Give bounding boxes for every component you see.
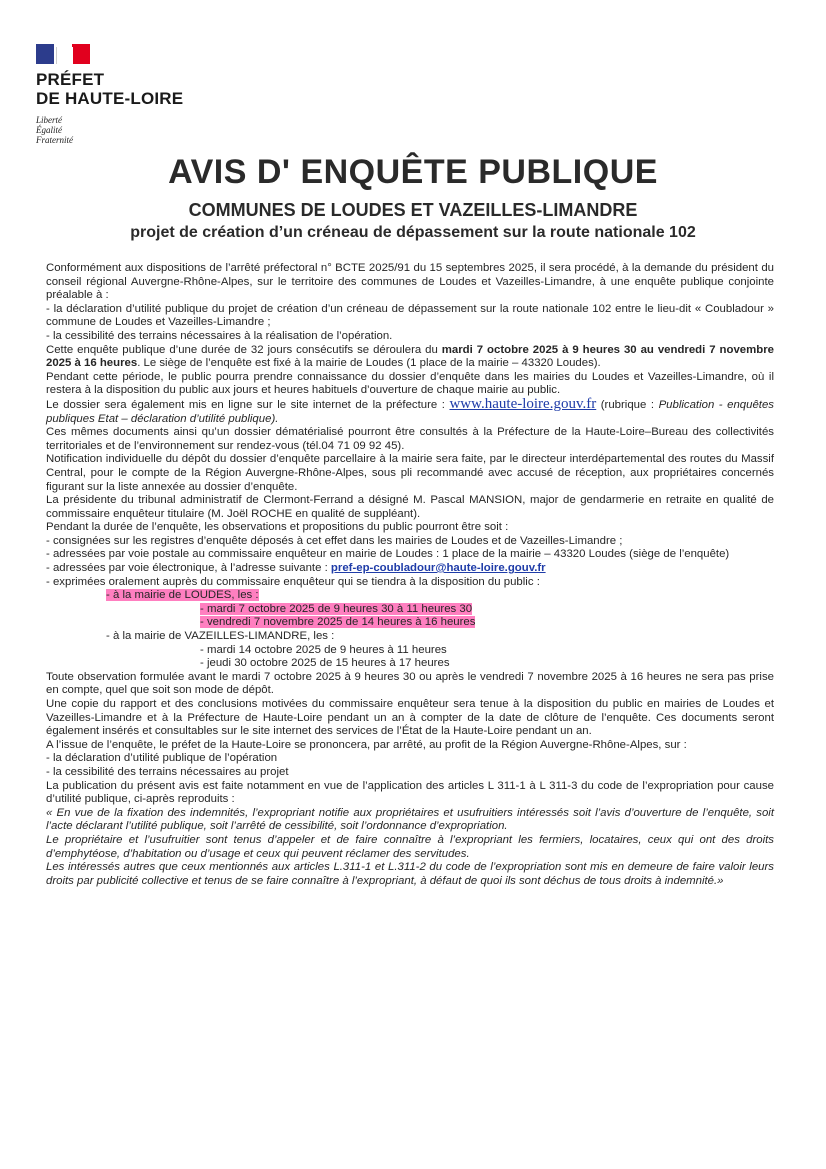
paragraph-publication: La publication du présent avis est faite notamment en vue de l’application des articles L 311-1 à L 311-3 du code de l’expropriation pour cause d’utilité publique, ci-après reproduits : <box>46 779 774 806</box>
list-item: - exprimées oralement auprès du commissaire enquêteur qui se tiendra à la disposition du public : <box>46 575 540 588</box>
vazeilles-permanence-1: - mardi 14 octobre 2025 de 9 heures à 11 heures <box>200 643 447 656</box>
quote-paragraph: Les intéressés autres que ceux mentionnés aux articles L.311-1 et L.311-2 du code de l’expropriation sont mis en demeure de faire valoir leurs droits par publicité collective et tenus de se faire connaître à l’expropriant, à défaut de quoi ils sont déchus de tous droits à indemnité.» <box>46 861 774 887</box>
page-title: AVIS D' ENQUÊTE PUBLIQUE <box>168 153 658 191</box>
list-item: - la déclaration d’utilité publique de l’opération <box>46 752 278 765</box>
paragraph-issue: A l’issue de l’enquête, le préfet de la Haute-Loire se prononcera, par arrêté, au profit de la Région Auvergne-Rhône-Alpes, sur : <box>46 738 687 751</box>
loudes-permanence-2: - vendredi 7 novembre 2025 de 14 heures à 16 heures <box>200 616 476 629</box>
devise: Liberté Égalité Fraternité <box>36 115 73 145</box>
list-item: - la cessibilité des terrains nécessaires à la réalisation de l’opération. <box>46 329 393 342</box>
title-block <box>0 152 826 244</box>
prefecture-logo <box>36 44 183 145</box>
marianne-flag-icon <box>36 44 90 64</box>
list-item: - consignées sur les registres d’enquête déposés à cet effet dans les mairies de Loudes et de Vazeilles-Limandre ; <box>46 534 623 547</box>
paragraph-rapport: Une copie du rapport et des conclusions motivées du commissaire enquêteur sera tenue à la disposition du public en mairies de Loudes et Vazeilles-Limandre et à la Préfecture de Haute-Loire pendant un an à compter de la date de clôture de l’enquête. Ces documents seront également insérés et consultables sur le site internet des services de l’État de la Haute-Loire pendant un an. <box>46 698 774 738</box>
quote-paragraph: Le propriétaire et l’usufruitier sont tenus d’appeler et de faire connaître à l’expropriant les fermiers, locataires, ceux qui ont des droits d’emphytéose, d’habitation ou d’usage et ceux qui peuvent réclamer des servitudes. <box>46 833 774 860</box>
vazeilles-permanence-2: - jeudi 30 octobre 2025 de 15 heures à 17 heures <box>200 657 450 670</box>
email-link[interactable]: pref-ep-coubladour@haute-loire.gouv.fr <box>330 562 546 575</box>
quote-paragraph: « En vue de la fixation des indemnités, l’expropriant notifie aux propriétaires et usufruitiers intéressés soit l’avis d’ouverture de l’enquête, soit l’acte déclarant l’utilité publique, soit l’arrêté de cessibilité, soit l’ordonnance d’expropriation. <box>46 806 774 833</box>
paragraph-consultation: Pendant cette période, le public pourra prendre connaissance du dossier d’enquête dans les mairies du Loudes et Vazeilles-Limandre, où il restera à la disposition du public aux jours et heures habituels d’ouverture de chaque mairie au public. <box>46 370 774 397</box>
list-item: - adressées par voie postale au commissaire enquêteur en mairie de Loudes : 1 place de la mairie – 43320 Loudes (siège de l’enquête) <box>46 548 730 561</box>
list-item: - la cessibilité des terrains nécessaires au projet <box>46 765 289 778</box>
prefet-title: PRÉFET DE HAUTE-LOIRE <box>36 70 184 108</box>
projet-subtitle: projet de création d’un créneau de dépassement sur la route nationale 102 <box>130 224 696 241</box>
list-item: - adressées par voie électronique, à l’adresse suivante : pref-ep-coubladour@haute-loire.gouv.fr <box>46 562 546 575</box>
communes-subtitle: COMMUNES DE LOUDES ET VAZEILLES-LIMANDRE <box>188 200 638 220</box>
paragraph-commissaire: La présidente du tribunal administratif de Clermont-Ferrand a désigné M. Pascal MANSION, major de gendarmerie en retraite en qualité de commissaire enquêteur titulaire (M. Joël ROCHE en qualité de suppléant). <box>46 494 774 520</box>
paragraph-deadline: Toute observation formulée avant le mardi 7 octobre 2025 à 9 heures 30 ou après le vendredi 7 novembre 2025 à 16 heures ne sera pas prise en compte, quel que soit son mode de dépôt. <box>46 670 774 697</box>
avis-body <box>46 262 774 888</box>
list-item: - la déclaration d’utilité publique du projet de création d’un créneau de dépassement sur la route nationale 102 entre le lieu-dit « Coubladour » commune de Loudes et Vazeilles-Limandre ; <box>46 302 774 329</box>
paragraph-duration: Cette enquête publique d’une durée de 32 jours consécutifs se déroulera du mardi 7 octobre 2025 à 9 heures 30 au vendredi 7 novembre 2025 à 16 heures. Le siège de l’enquête est fixé à la mairie de Loudes (1 place de la mairie – 43320 Loudes). <box>46 343 774 370</box>
paragraph-notification: Notification individuelle du dépôt du dossier d’enquête parcellaire à la mairie sera faite, par le directeur interdépartemental des routes du Massif Central, pour le compte de la Région Auvergne-Rhône-Alpes, sous pli recommandé avec accusé de réception, aux propriétaires concernés figurant sur la liste annexée au dossier d’enquête. <box>46 453 774 493</box>
paragraph-online: Le dossier sera également mis en ligne sur le site internet de la préfecture : www.haute-loire.gouv.fr (rubrique : Publication - enquêtes publiques Etat – déclaration d’utilité publique). <box>46 395 774 425</box>
paragraph-observations: Pendant la durée de l’enquête, les observations et propositions du public pourront être soit : <box>46 521 509 534</box>
paragraph-intro: Conformément aux dispositions de l’arrêté préfectoral n° BCTE 2025/91 du 15 septembres 2025, il sera procédé, à la demande du président du conseil régional Auvergne-Rhône-Alpes, sur le territoire des communes de Loudes et Vazeilles-Limandre, à une enquête publique conjointe préalable à : <box>46 262 774 302</box>
loudes-permanence-1: - mardi 7 octobre 2025 de 9 heures 30 à 11 heures 30 <box>200 602 473 615</box>
website-link[interactable]: www.haute-loire.gouv.fr <box>449 395 597 412</box>
loudes-heading: - à la mairie de LOUDES, les : <box>106 589 259 602</box>
paragraph-documents: Ces mêmes documents ainsi qu’un dossier dématérialisé pourront être consultés à la Préfecture de la Haute-Loire–Bureau des collectivités territoriales et de l’environnement sur rendez-vous (tél.04 71 09 92 45). <box>46 426 774 452</box>
vazeilles-heading: - à la mairie de VAZEILLES-LIMANDRE, les : <box>106 630 335 643</box>
